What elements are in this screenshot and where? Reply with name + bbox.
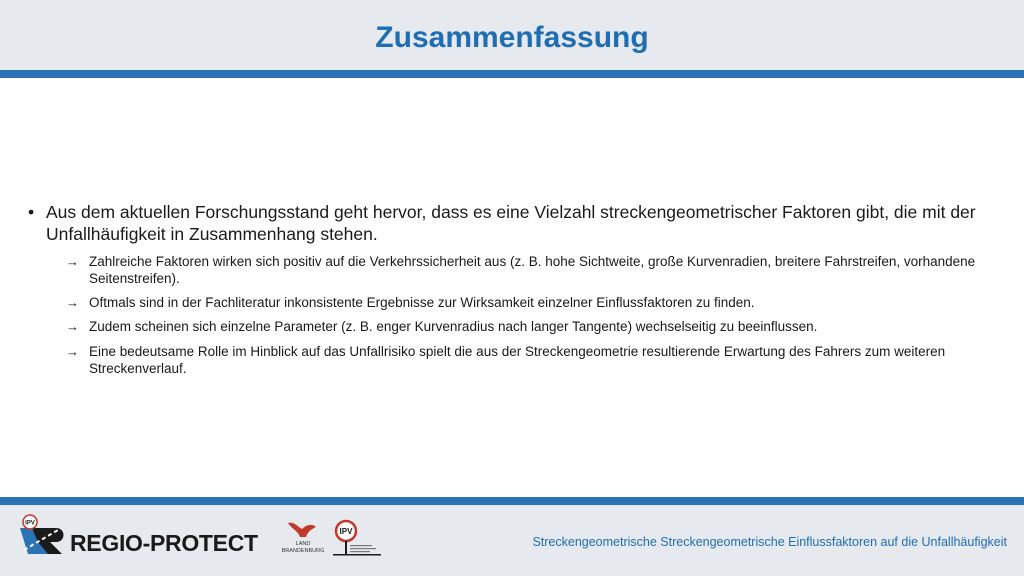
regio-protect-logo-text: REGIO-PROTECT: [70, 530, 258, 556]
footer-caption: Streckengeometrische Streckengeometrische Einflussfaktoren auf die Unfallhäufigkeit: [532, 535, 1007, 549]
arrow-right-icon: →: [66, 254, 79, 269]
footer-divider: [0, 497, 1024, 505]
logo-badge-text: IPV: [25, 520, 35, 527]
sub-bullet-text: Zudem scheinen sich einzelne Parameter (z. B. enger Kurvenradius nach langer Tangente) wechselseitig zu beeinflussen.: [89, 319, 818, 334]
arrow-right-icon: →: [66, 344, 79, 359]
arrow-right-icon: →: [66, 295, 79, 310]
arrow-right-icon: →: [66, 319, 79, 334]
land-line1: LAND: [295, 541, 311, 547]
bullet-icon: •: [28, 202, 35, 222]
main-bullet-text: Aus dem aktuellen Forschungsstand geht hervor, dass es eine Vielzahl streckengeometrischer Faktoren gibt, die mit der Unfallhäufigkeit in Zusammenhang stehen.: [46, 202, 976, 244]
slide-title: Zusammenfassung: [375, 21, 649, 54]
regio-protect-logo-icon: [18, 514, 70, 560]
land-line2: BRANDENBURG: [281, 548, 325, 554]
sub-bullet-text: Zahlreiche Faktoren wirken sich positiv auf die Verkehrssicherheit aus (z. B. hohe Sichtweite, große Kurvenradien, breitere Fahrstreifen, vorhandene Seitenstreifen).: [89, 254, 976, 286]
land-brandenburg-logo: [281, 541, 325, 555]
ipv-badge-text: IPV: [339, 527, 353, 536]
sub-bullet-text: Oftmals sind in der Fachliteratur inkonsistente Ergebnisse zur Wirksamkeit einzelner Einflussfaktoren zu finden.: [89, 295, 755, 310]
ipv-logo-icon: [333, 519, 383, 557]
sub-bullet-text: Eine bedeutsame Rolle im Hinblick auf das Unfallrisiko spielt die aus der Streckengeometrie resultierende Erwartung des Fahrers zum weiteren Streckenverlauf.: [89, 344, 946, 376]
brandenburg-eagle-icon: [284, 519, 320, 541]
